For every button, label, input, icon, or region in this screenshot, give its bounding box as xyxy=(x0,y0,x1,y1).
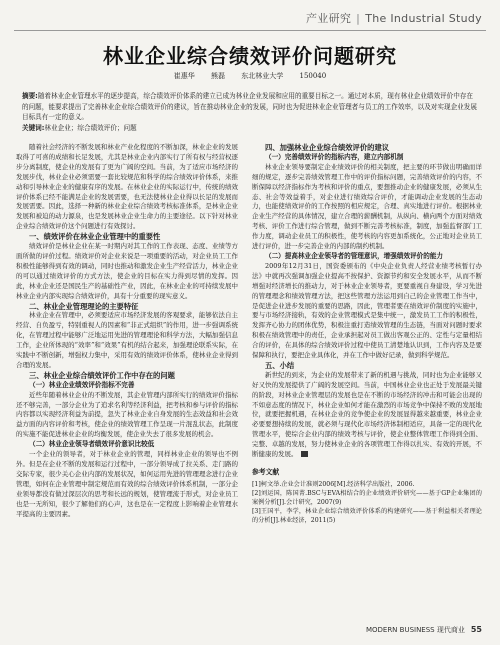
journal-name: MODERN BUSINESS 现代商业 xyxy=(365,626,465,634)
author-2: 熊磊 xyxy=(211,72,226,80)
references-heading: 参考文献 xyxy=(252,468,280,476)
header-section-cn: 产业研究 xyxy=(305,12,352,25)
section-1-heading: 一、绩效评价在林业企业管理中的重要性 xyxy=(29,232,161,242)
right-column xyxy=(252,143,482,525)
postal-code: 150040 xyxy=(299,72,327,80)
abstract-text xyxy=(22,91,478,123)
page-footer xyxy=(366,625,482,635)
section-3a-heading: （一）林业企业绩效评价指标不完善 xyxy=(29,380,135,389)
section-3-heading: 三、林业企业综合绩效评价工作中存在的问题 xyxy=(29,370,175,380)
page-number: 55 xyxy=(470,625,482,634)
reference-item: [2]刘运国，陈国菁.BSC与EVA相结合的企业绩效评价研究——基于GP企业集团的案例分析[J].会计研究，2007(9) xyxy=(252,489,482,506)
section-4a-heading: （一）完善绩效评价的指标内容，建立内部机制 xyxy=(265,152,404,161)
intro-paragraph: 随着社会经济的不断发展和林业产业化程度的不断加深，林业企业的发展取得了可喜的成绩和长足发展，尤其是林业企业内部实行了所有权与经营权逐步分离制度，使企业的发展有了更为广阔的空间。当前，为了适应市场经济的发展步伐，林业企业必须需要一套比较规范和科学的综合绩效评价体系，来推动和引导林业企业的健康有序的发展。在林业企业的实际运行中，传统的绩效评价体系已经不能满足企业的发展需要，也无法使林业企业得以长足的发展而发展需要。因此，选择一种新的林业企业综合绩效考核标准体系，是林业企业发展和被迫的动力源泉，也是发展林业企业生命力的主要途径。以下针对林业企业综合绩效评价这个问题进行有效探讨。 xyxy=(16,143,238,231)
section-5-heading: 五、小结 xyxy=(265,360,295,370)
header-rule xyxy=(14,30,486,31)
abstract-label: 摘要: xyxy=(22,92,38,100)
section-3b-paragraph: 一个企业的领导者，对于林业企业的管理，同样林业企业的领导也不例外。但是在企业不断的发展和运行过程中，一部分领导成了拉关系、走门路的交际专家，很少关心企业内部的发展状况，如何运用先进的管理理念进行企业管理，如何在企业管理中制定规范而有效的综合绩效评价体系机制，一部分企业领导都没有做过深层次的思考和长远的规划，使管理流于形式，对企业员工也是一无所知，很少了解他们的心声，这也是在一定程度上影响着企业管理水平提高的主要因素。 xyxy=(16,450,238,518)
reference-item: [1]柯文举.企业会计准则2006[M].经济科学出版社，2006. xyxy=(252,480,415,488)
keywords xyxy=(22,123,478,134)
section-5-paragraph xyxy=(252,371,482,460)
header-section-en: The Industrial Study xyxy=(365,12,482,25)
article-title: 林业企业综合绩效评价问题研究 xyxy=(103,44,397,68)
section-4b-paragraph: 2009年12月31日，国资委颁布的《中央企业负责人经营业绩考核暂行办法》中就再次强调加强企业提高不按保护、资源节约和安全发展水平，从而不断增强对经济增长的推动力，对于林业企业领导者，更要重视自身建设，学习先进的管理理念和绩效管理方法，把这些管理方法运用到自己的企业管理工作当中，是促进企业进步发展的重要的思路，因此，管理者要在绩效评价制度的实施中，要与市场经济接轨，有效的企业管理模式是集中统一，激发员工工作的积极性，发挥齐心协力的团体优势，积极注重打造绩效管理的生态链，当面对问题时要求积极在绩效管理中的责任，企业承担起对员工做出客观公正的、定性与定量相结合的评价，在具体的综合绩效评价过程中使员工清楚地认识到，工作内容及是要保障和执行，要把企业具体化，并在工作中做好记录，做到科学规范。 xyxy=(252,261,482,360)
running-header xyxy=(306,10,482,26)
section-4a-paragraph: 林业企业领导要制定企业绩效评价的相关制度，把主要的环节做出明确而详细的规定，逐步完善绩效管理工作中的评价指标问题，完善绩效评价的内容，不断保障以经济指标作为考核和评价的重点，要想推动企业的健康发展，必须从生态、社会等效益着手，对企业进行绩效综合评价，才能调动企业发展的生态动力，也能使绩效评价的工作按照的相应规定，合理、真实地进行评价。根据林业企业生产经营的具体情况，建立合理的薪酬机制，从纵向、横向两个方面对绩效考核、评价工作进行综合管理，做到不断完善考核标准，制度，加强监督部门工作力度，调动企业员工的积极性，使考核的内容更加系统化，公正地对企业员工进行评价，进一步完善企业的内部的制约机制。 xyxy=(252,162,482,251)
header-separator: | xyxy=(356,12,361,25)
section-5-text: 新世纪的到来，为企业的发展带来了新的机遇与挑战，同时也为企业能够又好又快的发展提供了广阔的发展空间。当前，中国林业企业也正处于发展最关键的阶段，对林业企业管理层的发展也是在不断的市场经济的冲击和可能会出现的不如意态度的情况下，林业企业如何才能在激烈的市场竞争中保持不败的发展地位，就要把握机遇，在林业企业的竞争使企业的发展显得越来越重要，林业企业必要要想持续的发展，就必须与现代化市场经济体制相适应，具备一定的现代化管理水平，使综合企业内部的绩效考核与评价，使企业整体管理工作得到全面、完整、卓越的发展，努力使林业企业的各项管理工作得以扎实、有效的开展，不断健康的发展。 xyxy=(252,370,482,459)
affiliation: 东北林业大学 xyxy=(241,72,284,80)
abstract-body: 随着林业企业管理水平的逐步提高，综合绩效评价体系的建立已成为林业企业发展和应用的重要目标之一。通过对本质，现有林业企业绩效评价中存在的问题，能要求提出了完善林业企业综合绩效评价的建议，旨在推动林业企业的发展，同时也为促进林业企业管理者与员工的工作效率，以及对实现企业发展目标具有一定的意义。 xyxy=(22,92,477,121)
author-1: 崔惠华 xyxy=(173,72,195,80)
left-column xyxy=(16,143,238,519)
section-2-paragraph: 林业企业在管理中，必须要适应市场经济发展的客观要求，能够依法自主经营、自负盈亏，特别重视人的因素和“非正式组织”的作用，进一步强调系统化，在管理过程中能够广泛地运用先进的管理理论和科学方法，大幅加强信息工作，企业所体现的“效率”和“效果”有机的结合起来，加强理论联系实际，在实践中不断创新，增强权力集中，采用有效的绩效评价体系，使林业企业得到合理的发展。 xyxy=(16,311,238,369)
section-4-heading: 四、加强林业企业综合绩效评价的建议 xyxy=(265,143,390,152)
end-of-article-mark xyxy=(301,451,308,457)
keywords-body: 林业企业；综合绩效评价；问题 xyxy=(44,123,137,132)
section-4b-heading: （二）提高林业企业领导者的管理意识，增强绩效评价的能力 xyxy=(265,251,444,260)
reference-item: [3]王国平，李学，林业企业综合绩效评价体系的构建研究——基于利益相关者理论的分析[J].林业经济，2011(5) xyxy=(252,507,482,524)
keywords-label: 关键词: xyxy=(22,123,45,132)
section-2-heading: 二、林业企业管理理论的主要特征 xyxy=(29,301,139,311)
section-3b-heading: （二）林业企业领导者绩效评价意识比较低 xyxy=(29,440,155,449)
abstract-block xyxy=(22,91,478,133)
section-1-paragraph: 绩效评价是林业企业在某一时期内对其工作的工作表现、态度、业绩等方面所做的评价过程。绩效评价对企业来说是一项重要的活动，对企业员工工作积极性能够得到有效的调动，同时也推动和激发企业生产经营活力，林业企业的可以通过绩效评价的方式方法，使企业的目标在实力得到尽情的发挥。因此，林业企业还是国民生产的基础性产业，因此，在林业企业的可持续发展中林业企业内部实现综合绩效评价，具有十分重要的现实意义。 xyxy=(16,242,238,300)
author-line xyxy=(0,71,500,81)
section-3a-paragraph: 近些年随着林业企业的不断发展，其企业管理内部所实行的绩效评价指标还不够完善，一部分企业为了追求名利等经济利益，把考核和参与评价的指标内容都以实现经济利益为前提，忽失了林业企业自身发展的生态效益和社会效益方面的内容评价和考核，使企业的绩效管理工作呈现一片混乱状态，此制度的实施不能促进林业企业的均衡发展，使企业失去了很多发展的机会。 xyxy=(16,390,238,439)
